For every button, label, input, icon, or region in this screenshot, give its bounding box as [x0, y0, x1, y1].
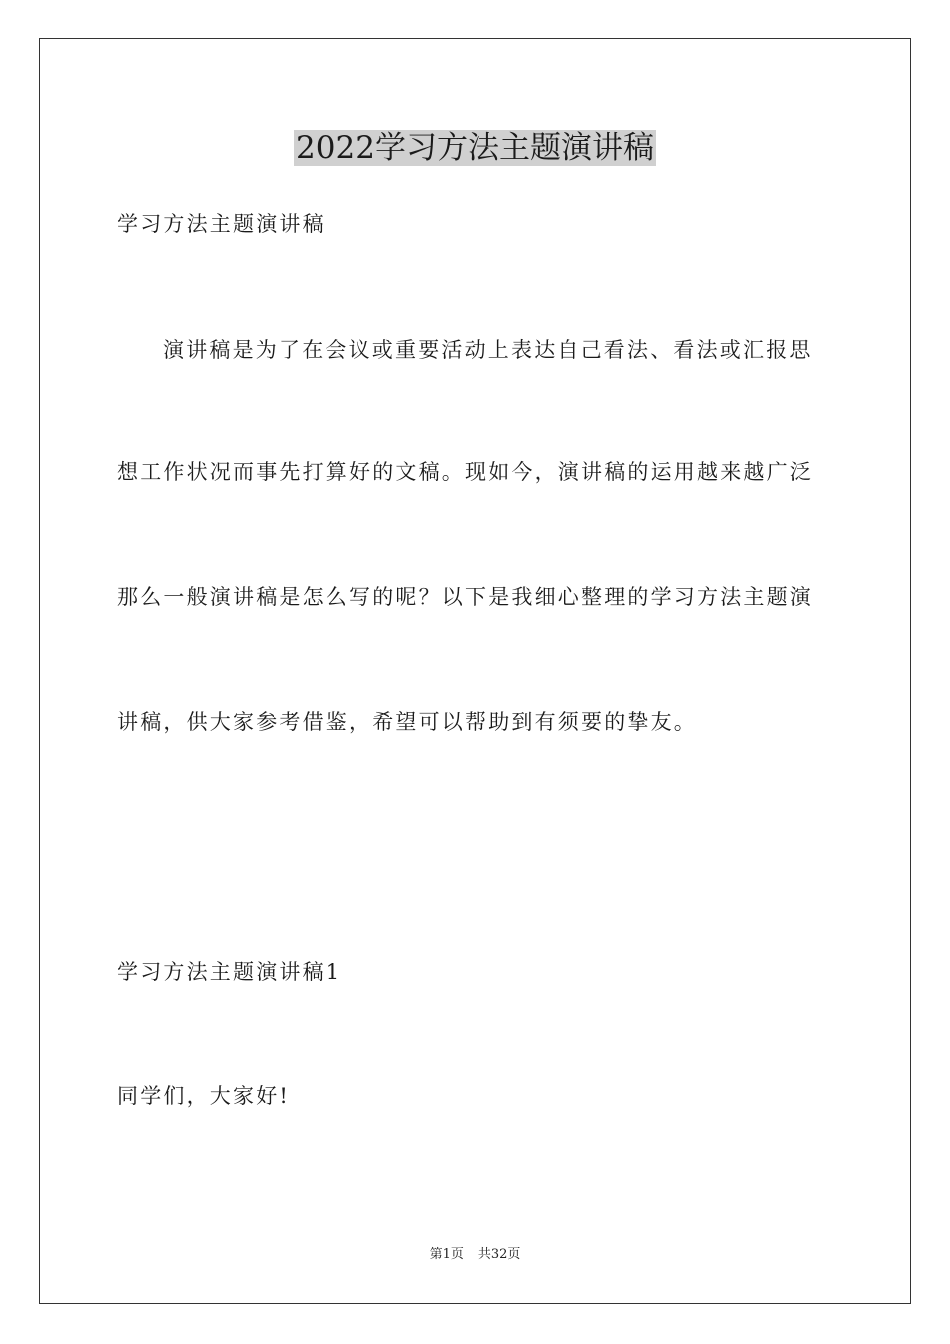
intro-line: 演讲稿是为了在会议或重要活动上表达自己看法、看法或汇报思: [163, 338, 813, 362]
page-total: 共32页: [477, 1247, 521, 1262]
intro-line: 讲稿，供大家参考借鉴，希望可以帮助到有须要的挚友。: [117, 710, 697, 734]
document-subtitle: 学习方法主题演讲稿: [117, 212, 326, 236]
section-heading: 学习方法主题演讲稿1: [117, 960, 342, 984]
document-title-text: 2022学习方法主题演讲稿: [296, 130, 654, 166]
document-title: [0, 126, 950, 170]
intro-line: 那么一般演讲稿是怎么写的呢？以下是我细心整理的学习方法主题演: [117, 585, 813, 609]
greeting-paragraph: 同学们，大家好!: [117, 1084, 291, 1108]
page-number: 第1页: [429, 1247, 464, 1262]
page-footer: [0, 1246, 950, 1264]
intro-line: 想工作状况而事先打算好的文稿。现如今，演讲稿的运用越来越广泛: [117, 460, 813, 484]
